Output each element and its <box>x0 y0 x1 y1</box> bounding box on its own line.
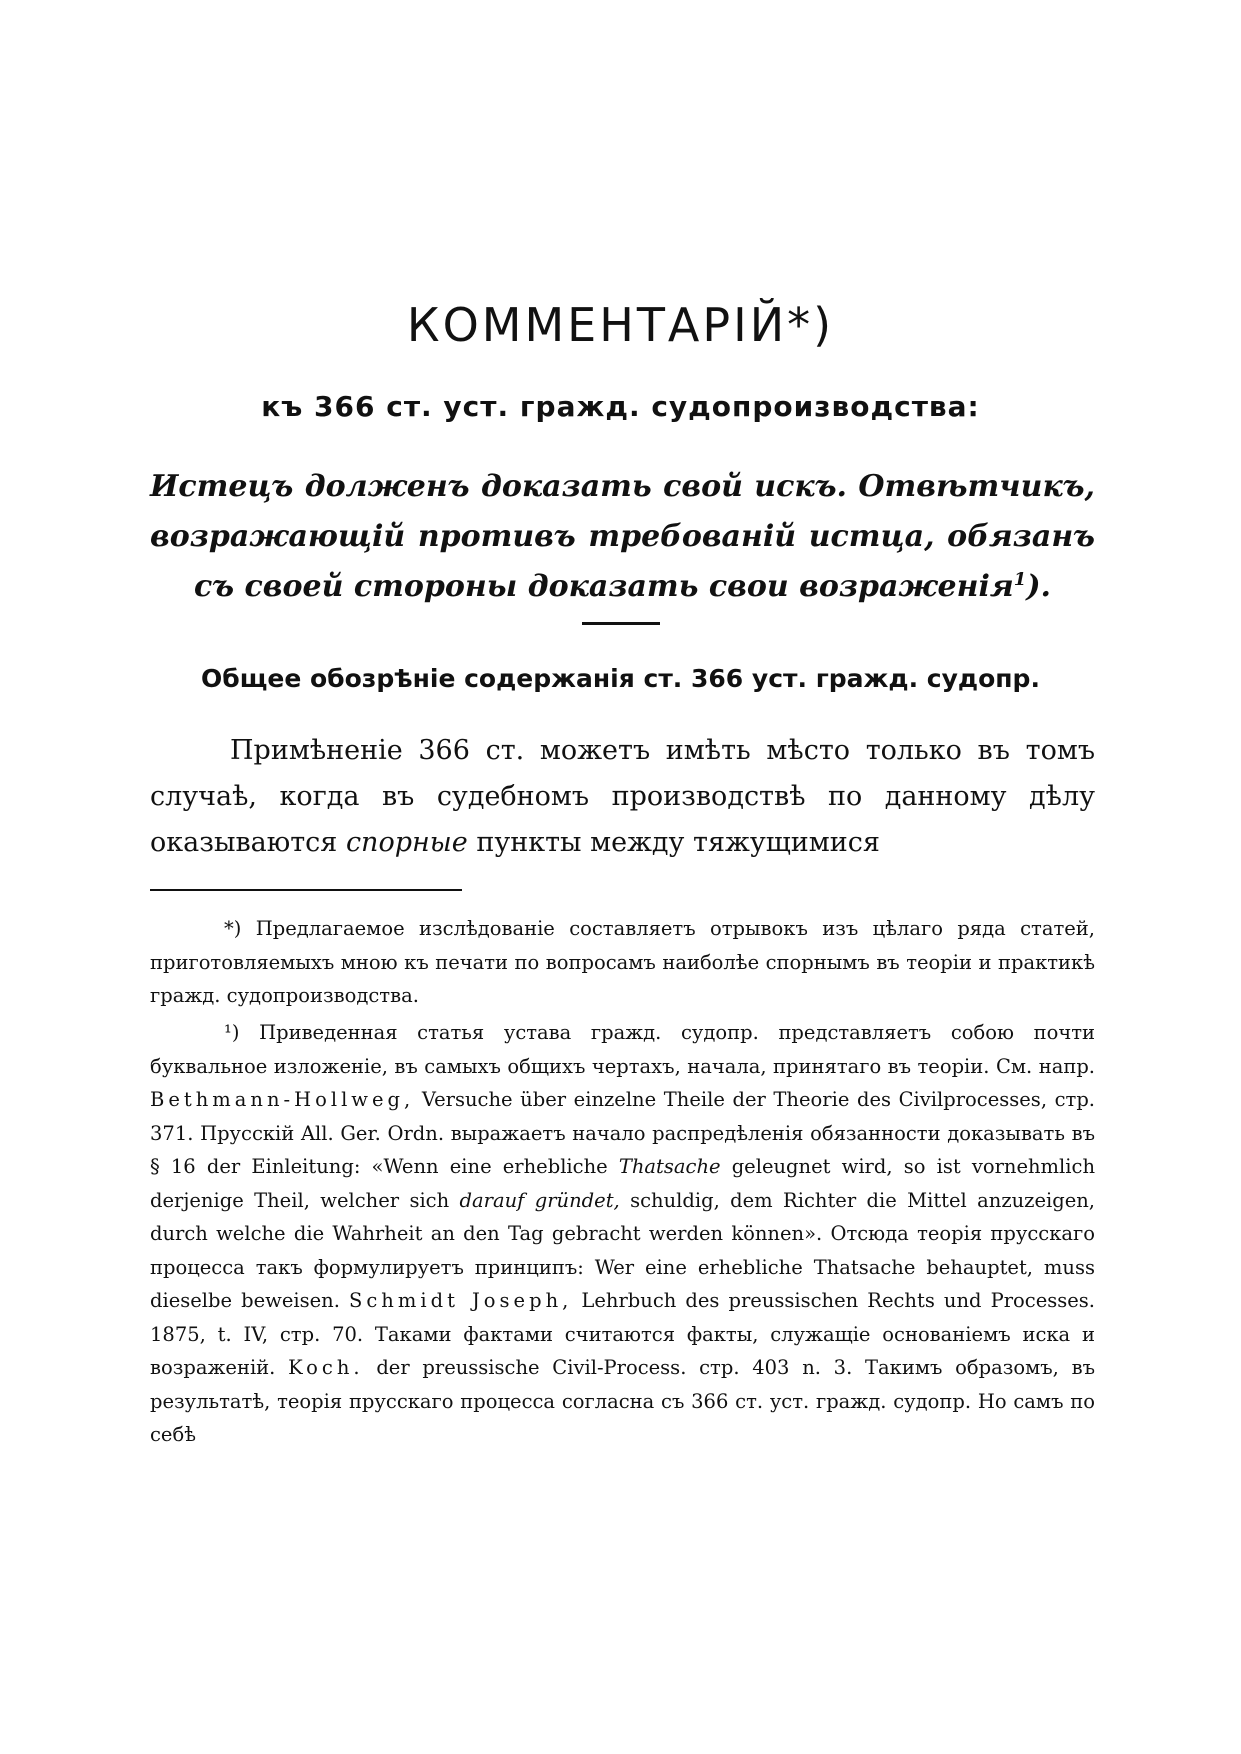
footnote-one-part2: Versuche über einzelne Theile der Theorie des Civilprocesses, стр. 371. Прусскій All. Ger. Ordn. выражаетъ начало распредѣленія обязанности доказывать въ § 16 der Einleitung: «Wenn eine erhebliche <box>150 1088 1096 1178</box>
footnote-one <box>150 1016 1095 1452</box>
footnote-one-part6: der preussische Civil-Process. стр. 403 n. 3. Такимъ образомъ, въ результатѣ, теорія прусскаго процесса согласна съ 366 ст. уст. гражд. судопр. Но самъ по себѣ <box>150 1356 1095 1446</box>
footnote-star-text: Предлагаемое изслѣдованіе составляетъ отрывокъ изъ цѣлаго ряда статей, приготовляемыхъ мною къ печати по вопросамъ наиболѣе спорнымъ въ теоріи и практикѣ гражд. судопроизводства. <box>150 917 1095 1007</box>
author-schmidt-joseph: Schmidt Joseph, <box>349 1289 573 1312</box>
epigraph-close: ). <box>1026 569 1051 604</box>
footnote-one-part3: geleugnet wird, so ist vornehmlich derjenige Theil, welcher sich <box>150 1155 1096 1212</box>
title-text: КОММЕНТАРІЙ <box>406 298 788 352</box>
page-title <box>0 298 1241 352</box>
footnote-star <box>150 912 1095 1013</box>
author-koch: Koch. <box>288 1356 364 1379</box>
epigraph-footnote-mark: 1 <box>1013 569 1027 591</box>
footnote-one-emphasis2: darauf gründet, <box>459 1188 620 1212</box>
footnote-one-part5: Lehrbuch des preussischen Rechts und Processes. 1875, t. IV, стр. 70. Таками фактами считаются факты, служащіе основаніемъ иска и возраженій. <box>150 1289 1095 1379</box>
author-bethmann-hollweg: Bethmann-Hollweg, <box>150 1088 415 1111</box>
footnote-one-part4: schuldig, dem Richter die Mittel anzuzeigen, durch welche die Wahrheit an den Tag gebracht werden können». Отсюда теорія прусскаго процесса такъ формулируетъ принципъ: Wer eine erhebliche Thatsache behauptet, muss dieselbe beweisen. <box>150 1188 1096 1312</box>
body-paragraph <box>150 728 1095 866</box>
body-emphasis: спорные <box>345 827 468 858</box>
title-footnote-mark: *) <box>787 298 835 352</box>
footnote-one-mark: ¹) <box>224 1021 240 1044</box>
epigraph-text: Истецъ долженъ доказать свой искъ. Отвѣтчикъ, возражающій противъ требованій истца, обязанъ съ своей стороны доказать свои возраженія <box>150 469 1095 604</box>
section-heading: Общее обозрѣніе содержанія ст. 366 уст. гражд. судопр. <box>201 664 1040 693</box>
separator-rule <box>582 622 660 625</box>
footnote-one-emphasis1: Thatsache <box>618 1155 721 1178</box>
footnote-rule <box>150 889 462 891</box>
epigraph <box>150 462 1095 612</box>
footnote-star-mark: *) <box>224 917 242 940</box>
body-text-after: пункты между тяжущимися <box>476 827 880 858</box>
page-subtitle: къ 366 ст. уст. гражд. судопроизводства: <box>261 390 980 423</box>
footnote-one-part1: Приведенная статья устава гражд. судопр. представляетъ собою почти буквальное изложеніе, въ самыхъ общихъ чертахъ, начала, принятаго въ теоріи. См. напр. <box>150 1021 1095 1078</box>
body-text-before: Примѣненіе 366 ст. можетъ имѣть мѣсто только въ томъ случаѣ, когда въ судебномъ производствѣ по данному дѣлу оказываются <box>150 735 1095 858</box>
